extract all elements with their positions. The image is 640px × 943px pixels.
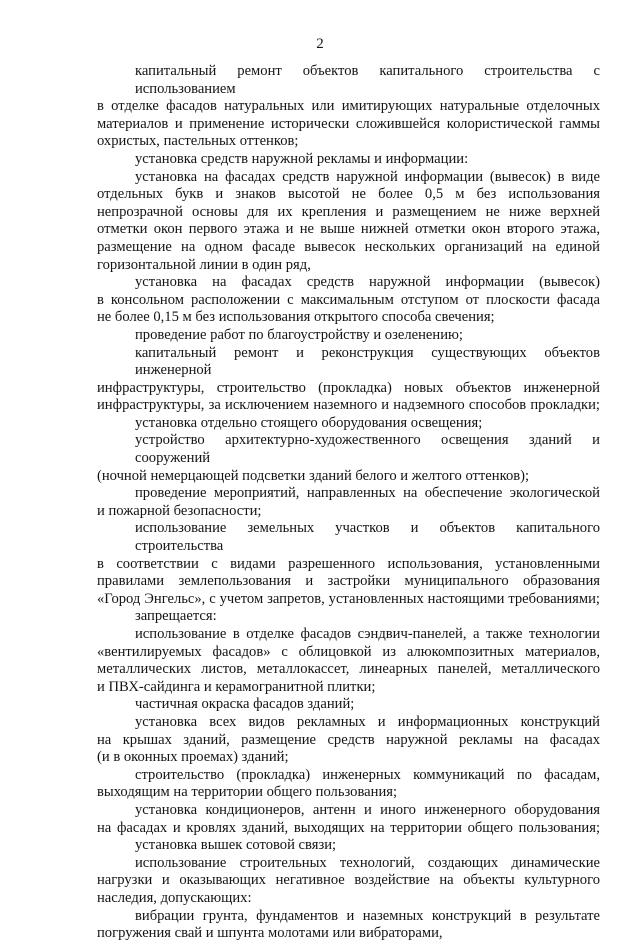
text-line: металлических листов, металлокассет, линеарных панелей, металлического [97, 661, 600, 678]
text-line: строительство (прокладка) инженерных коммуникаций по фасадам, [135, 766, 600, 783]
text-line: проведение работ по благоустройству и озеленению; [135, 326, 463, 343]
text-line: «Город Энгельс», с учетом запретов, установленных настоящими требованиями; [97, 590, 600, 607]
text-line: охристых, пастельных оттенков; [97, 133, 299, 150]
text-line: непрозрачной основы для их крепления и размещением не ниже верхней [97, 203, 600, 220]
text-line: установка вышек сотовой связи; [135, 837, 337, 854]
text-line: нагрузки и оказывающих негативное воздействие на объекты культурного [97, 872, 600, 889]
text-line: отметки окон первого этажа и не выше нижней отметки окон второго этажа, [97, 221, 600, 238]
text-line: горизонтальной линии в один ряд, [97, 256, 311, 273]
text-line: установка на фасадах средств наружной информации (вывесок) в виде [135, 168, 600, 185]
text-line: установка всех видов рекламных и информационных конструкций [135, 713, 600, 730]
text-line: капитальный ремонт объектов капитального строительства с использованием [135, 63, 600, 97]
text-line: установка на фасадах средств наружной информации (вывесок) [135, 274, 600, 291]
text-line: и пожарной безопасности; [97, 502, 262, 519]
text-line: использование земельных участков и объектов капитального строительства [135, 520, 600, 555]
text-line: погружения свай и шпунта молотами или вибраторами, [97, 925, 443, 942]
text-line: вибрации грунта, фундаментов и наземных конструкций в результате [135, 907, 600, 924]
text-line: установка средств наружной рекламы и информации: [135, 150, 469, 167]
document-body [97, 63, 600, 943]
text-line: материалов и применение исторически сложившейся колористической гаммы [97, 115, 600, 132]
page-number: 2 [316, 36, 324, 52]
text-line: (и в оконных проемах) зданий; [97, 749, 289, 766]
text-line: на крышах зданий, размещение средств наружной рекламы на фасадах [97, 731, 600, 748]
text-line: наследия, допускающих: [97, 889, 252, 906]
text-line: использование строительных технологий, создающих динамические [135, 854, 600, 871]
text-line: не более 0,15 м без использования открытого способа свечения; [97, 309, 495, 326]
text-line: выходящим на территории общего пользования; [97, 784, 398, 801]
text-line: устройство архитектурно-художественного освещения зданий и сооружений [135, 432, 600, 467]
text-line: использование в отделке фасадов сэндвич-панелей, а также технологии [135, 626, 600, 642]
text-line: в отделке фасадов натуральных или имитирующих натуральные отделочных [97, 98, 600, 115]
text-line: частичная окраска фасадов зданий; [135, 696, 355, 713]
text-line: «вентилируемых фасадов» с облицовкой из алюкомпозитных материалов, [97, 643, 600, 660]
text-line: на фасадах и кровлях зданий, выходящих на территории общего пользования; [97, 819, 600, 836]
text-line: инфраструктуры, строительство (прокладка) новых объектов инженерной [97, 379, 600, 396]
text-line: запрещается: [135, 608, 217, 625]
text-line: размещение на одном фасаде вывесок нескольких организаций на единой [97, 238, 600, 255]
text-line: правилами землепользования и застройки муниципального образования [97, 573, 600, 590]
text-line: в соответствии с видами разрешенного использования, установленными [97, 555, 600, 572]
text-line: и ПВХ-сайдинга и керамогранитной плитки; [97, 678, 376, 695]
text-line: отдельных букв и знаков высотой не более 0,5 м без использования [97, 186, 600, 203]
text-line: установка кондиционеров, антенн и иного инженерного оборудования [135, 801, 600, 818]
text-line: установка отдельно стоящего оборудования освещения; [135, 414, 483, 431]
text-line: инфраструктуры, за исключением наземного и надземного способов прокладки; [97, 397, 600, 414]
text-line: (ночной немерцающей подсветки зданий белого и желтого оттенков); [97, 467, 530, 484]
text-line: проведение мероприятий, направленных на обеспечение экологической [135, 485, 600, 502]
text-line: капитальный ремонт и реконструкция существующих объектов инженерной [135, 344, 600, 379]
text-line: в консольном расположении с максимальным отступом от плоскости фасада [97, 291, 600, 308]
